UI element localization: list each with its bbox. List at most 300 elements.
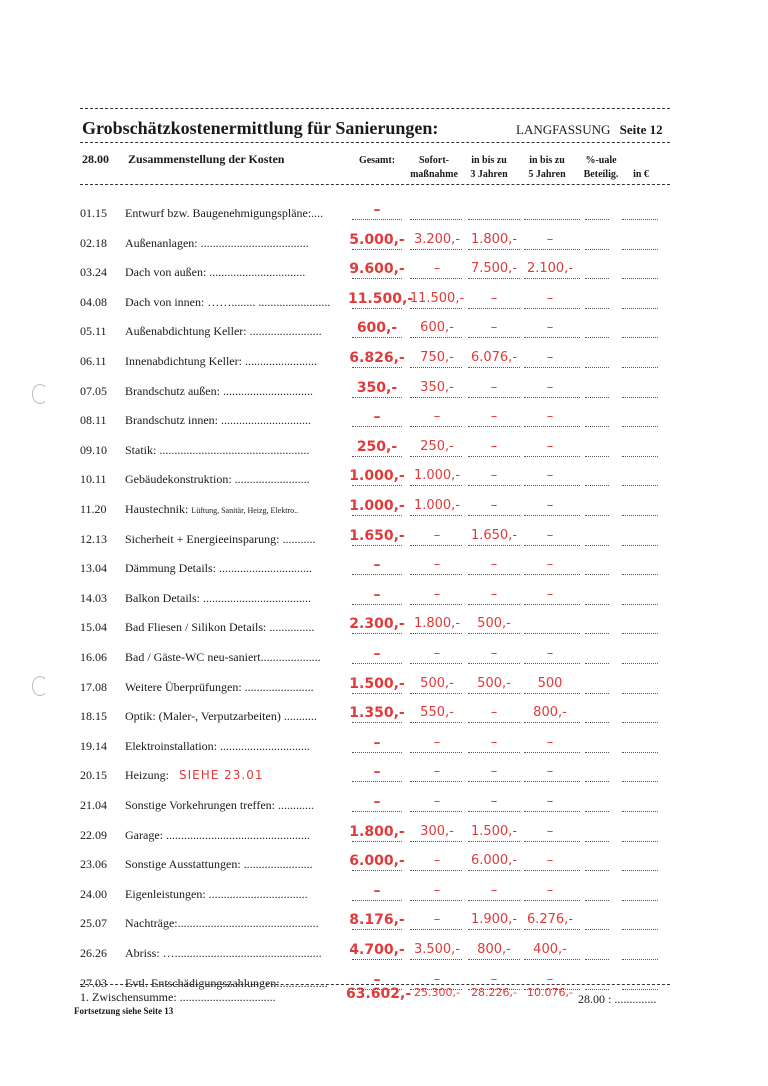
col-immediate-header: Sofort- maßnahme — [410, 155, 458, 180]
value-dotted-line — [352, 249, 402, 250]
punch-hole-mark — [32, 676, 48, 696]
value-dotted-line — [352, 870, 402, 871]
value-dotted-line — [352, 633, 402, 634]
value-dotted-line — [622, 456, 658, 457]
row-five-years: – — [546, 439, 554, 454]
value-dotted-line — [524, 693, 580, 694]
value-dotted-line — [352, 663, 402, 664]
row-label-text: Dach von innen: ……........ ........................ — [125, 295, 331, 309]
col-total-header: Gesamt: — [358, 155, 396, 166]
row-five-years: 400,- — [533, 942, 567, 957]
row-three-years: – — [490, 409, 498, 424]
value-dotted-line — [352, 397, 402, 398]
value-dotted-line — [622, 752, 658, 753]
row-label — [125, 798, 314, 813]
row-total: 2.300,- — [349, 616, 405, 632]
value-dotted-line — [352, 781, 402, 782]
value-dotted-line — [524, 633, 580, 634]
table-row — [80, 944, 680, 966]
value-dotted-line — [410, 693, 462, 694]
value-dotted-line — [585, 604, 609, 605]
value-dotted-line — [352, 515, 402, 516]
value-dotted-line — [352, 693, 402, 694]
table-row — [80, 441, 680, 463]
table-row — [80, 737, 680, 759]
value-dotted-line — [622, 515, 658, 516]
row-five-years: – — [546, 646, 554, 661]
row-code: 10.11 — [80, 472, 107, 486]
row-label-text: Außenanlagen: .................................... — [125, 236, 309, 250]
row-immediate: – — [433, 764, 441, 779]
value-dotted-line — [622, 308, 658, 309]
value-dotted-line — [410, 367, 462, 368]
value-dotted-line — [622, 367, 658, 368]
row-code: 20.15 — [80, 768, 107, 782]
table-row — [80, 796, 680, 818]
row-five-years: – — [546, 557, 554, 572]
row-immediate: 500,- — [420, 676, 454, 691]
value-dotted-line — [585, 811, 609, 812]
row-total: 1.000,- — [349, 498, 405, 514]
page-title: Grobschätzkostenermittlung für Sanierungen: — [82, 118, 439, 138]
value-dotted-line — [622, 545, 658, 546]
row-total: 6.000,- — [349, 853, 405, 869]
value-dotted-line — [524, 515, 580, 516]
row-immediate: – — [433, 794, 441, 809]
value-dotted-line — [410, 604, 462, 605]
row-label-text: Nachträge:............................................... — [125, 916, 319, 930]
value-dotted-line — [468, 781, 520, 782]
row-total: 5.000,- — [349, 232, 405, 248]
value-dotted-line — [410, 900, 462, 901]
top-rule — [80, 108, 670, 109]
row-label-text: Gebäudekonstruktion: ......................... — [125, 472, 310, 486]
row-five-years: – — [546, 468, 554, 483]
value-dotted-line — [468, 249, 520, 250]
row-label — [125, 768, 264, 783]
value-dotted-line — [352, 308, 402, 309]
table-row — [80, 411, 680, 433]
value-dotted-line — [585, 397, 609, 398]
value-dotted-line — [410, 841, 462, 842]
row-five-years: – — [546, 883, 554, 898]
row-label — [125, 916, 319, 931]
row-code: 02.18 — [80, 236, 107, 250]
row-code: 07.05 — [80, 384, 107, 398]
row-three-years: – — [490, 587, 498, 602]
value-dotted-line — [352, 959, 402, 960]
row-code: 13.04 — [80, 561, 107, 575]
value-dotted-line — [468, 278, 520, 279]
value-dotted-line — [585, 722, 609, 723]
row-label-text: Haustechnik: — [125, 502, 189, 516]
table-row — [80, 707, 680, 729]
row-five-years: 800,- — [533, 705, 567, 720]
row-three-years: – — [490, 646, 498, 661]
value-dotted-line — [622, 485, 658, 486]
row-label — [125, 532, 316, 547]
row-immediate: 1.000,- — [413, 468, 461, 483]
value-dotted-line — [585, 929, 609, 930]
row-label — [125, 620, 314, 635]
row-three-years: 800,- — [477, 942, 511, 957]
subtotal-label: 1. Zwischensumme: ................................ — [80, 990, 276, 1004]
row-code: 17.08 — [80, 680, 107, 694]
row-label-text: Optik: (Maler-, Verputzarbeiten) ........... — [125, 709, 317, 723]
value-dotted-line — [468, 959, 520, 960]
row-label-text: Elektroinstallation: .............................. — [125, 739, 310, 753]
row-label — [125, 295, 330, 310]
value-dotted-line — [622, 249, 658, 250]
value-dotted-line — [585, 841, 609, 842]
value-dotted-line — [585, 456, 609, 457]
value-dotted-line — [524, 485, 580, 486]
value-dotted-line — [622, 397, 658, 398]
row-label — [125, 680, 314, 695]
row-total: – — [373, 587, 381, 603]
table-row — [80, 589, 680, 611]
value-dotted-line — [524, 900, 580, 901]
row-three-years: – — [490, 705, 498, 720]
value-dotted-line — [468, 367, 520, 368]
row-five-years: 6.276,- — [526, 912, 574, 927]
value-dotted-line — [468, 722, 520, 723]
value-dotted-line — [410, 870, 462, 871]
value-dotted-line — [585, 367, 609, 368]
row-label-text: Sonstige Ausstattungen: ....................... — [125, 857, 313, 871]
value-dotted-line — [410, 752, 462, 753]
row-three-years: – — [490, 439, 498, 454]
value-dotted-line — [410, 545, 462, 546]
value-dotted-line — [468, 900, 520, 901]
row-total: – — [373, 972, 381, 988]
value-dotted-line — [524, 959, 580, 960]
value-dotted-line — [468, 929, 520, 930]
row-immediate: 350,- — [420, 380, 454, 395]
row-total: 1.000,- — [349, 468, 405, 484]
table-row — [80, 530, 680, 552]
row-label-text: Eigenleistungen: ................................. — [125, 887, 308, 901]
value-dotted-line — [524, 870, 580, 871]
value-dotted-line — [468, 693, 520, 694]
value-dotted-line — [585, 752, 609, 753]
value-dotted-line — [352, 722, 402, 723]
table-row — [80, 855, 680, 877]
row-immediate: 1.800,- — [413, 616, 461, 631]
value-dotted-line — [524, 367, 580, 368]
value-dotted-line — [410, 308, 462, 309]
value-dotted-line — [524, 397, 580, 398]
value-dotted-line — [410, 426, 462, 427]
value-dotted-line — [524, 574, 580, 575]
subtotal-total: 63.602,- — [346, 986, 412, 1002]
value-dotted-line — [585, 308, 609, 309]
value-dotted-line — [622, 841, 658, 842]
row-five-years: – — [546, 794, 554, 809]
value-dotted-line — [622, 219, 658, 220]
row-five-years: – — [546, 528, 554, 543]
value-dotted-line — [585, 337, 609, 338]
row-five-years: – — [546, 764, 554, 779]
row-code: 21.04 — [80, 798, 107, 812]
row-total: 1.650,- — [349, 528, 405, 544]
row-immediate: 750,- — [420, 350, 454, 365]
row-immediate: – — [433, 912, 441, 927]
value-dotted-line — [585, 781, 609, 782]
table-row — [80, 293, 680, 315]
handwritten-note: SIEHE 23.01 — [179, 768, 264, 782]
value-dotted-line — [468, 604, 520, 605]
row-total: 1.500,- — [349, 676, 405, 692]
col-eur-header: in € — [633, 169, 649, 180]
row-code: 22.09 — [80, 828, 107, 842]
value-dotted-line — [622, 693, 658, 694]
subtotal-five-years: 10.076,- — [527, 986, 573, 999]
row-three-years: – — [490, 498, 498, 513]
value-dotted-line — [468, 485, 520, 486]
value-dotted-line — [352, 337, 402, 338]
value-dotted-line — [585, 219, 609, 220]
row-total: – — [373, 794, 381, 810]
table-row — [80, 914, 680, 936]
row-label — [125, 739, 310, 754]
row-label-text: Bad / Gäste-WC neu-saniert.................... — [125, 650, 321, 664]
row-three-years: – — [490, 320, 498, 335]
value-dotted-line — [468, 870, 520, 871]
value-dotted-line — [622, 633, 658, 634]
row-total: 6.826,- — [349, 350, 405, 366]
table-row — [80, 766, 680, 788]
row-code: 12.13 — [80, 532, 107, 546]
row-three-years: – — [490, 794, 498, 809]
row-immediate: – — [433, 261, 441, 276]
row-three-years: – — [490, 883, 498, 898]
value-dotted-line — [524, 337, 580, 338]
row-three-years: – — [490, 972, 498, 987]
row-five-years: – — [546, 735, 554, 750]
row-code: 04.08 — [80, 295, 107, 309]
row-three-years: 500,- — [477, 676, 511, 691]
value-dotted-line — [468, 426, 520, 427]
row-immediate: 1.000,- — [413, 498, 461, 513]
value-dotted-line — [524, 722, 580, 723]
value-dotted-line — [585, 574, 609, 575]
table-row — [80, 263, 680, 285]
row-code: 25.07 — [80, 916, 107, 930]
row-label-text: Balkon Details: .................................... — [125, 591, 311, 605]
row-label — [125, 236, 309, 251]
subtotal-immediate: 25.300,- — [414, 986, 460, 999]
row-label-text: Brandschutz außen: .............................. — [125, 384, 313, 398]
row-immediate: 300,- — [420, 824, 454, 839]
value-dotted-line — [585, 249, 609, 250]
value-dotted-line — [622, 900, 658, 901]
row-three-years: – — [490, 291, 498, 306]
row-label-text: Sonstige Vorkehrungen treffen: ............ — [125, 798, 314, 812]
value-dotted-line — [410, 574, 462, 575]
row-label — [125, 354, 317, 369]
row-five-years: – — [546, 587, 554, 602]
punch-hole-mark — [32, 384, 48, 404]
page-number: Seite 12 — [619, 122, 663, 137]
row-immediate: – — [433, 853, 441, 868]
row-label — [125, 828, 310, 843]
row-code: 24.00 — [80, 887, 107, 901]
value-dotted-line — [468, 633, 520, 634]
row-total: – — [373, 557, 381, 573]
row-code: 01.15 — [80, 206, 107, 220]
table-row — [80, 885, 680, 907]
row-three-years: 1.500,- — [470, 824, 518, 839]
row-code: 15.04 — [80, 620, 107, 634]
value-dotted-line — [468, 337, 520, 338]
row-total: 1.350,- — [349, 705, 405, 721]
row-immediate: – — [433, 557, 441, 572]
row-label — [125, 709, 317, 724]
value-dotted-line — [524, 219, 580, 220]
row-immediate: – — [433, 735, 441, 750]
value-dotted-line — [524, 249, 580, 250]
row-total: – — [373, 202, 381, 218]
table-row — [80, 322, 680, 344]
row-three-years: 1.900,- — [470, 912, 518, 927]
value-dotted-line — [410, 456, 462, 457]
row-total: – — [373, 735, 381, 751]
row-three-years: 7.500,- — [470, 261, 518, 276]
value-dotted-line — [585, 278, 609, 279]
row-three-years: 1.800,- — [470, 232, 518, 247]
value-dotted-line — [468, 219, 520, 220]
row-code: 11.20 — [80, 502, 107, 516]
value-dotted-line — [410, 278, 462, 279]
value-dotted-line — [468, 456, 520, 457]
value-dotted-line — [410, 633, 462, 634]
row-code: 05.11 — [80, 324, 107, 338]
row-label — [125, 502, 298, 517]
row-immediate: – — [433, 646, 441, 661]
table-row — [80, 678, 680, 700]
row-five-years: – — [546, 320, 554, 335]
value-dotted-line — [468, 663, 520, 664]
row-five-years: – — [546, 409, 554, 424]
value-dotted-line — [524, 426, 580, 427]
value-dotted-line — [468, 545, 520, 546]
value-dotted-line — [585, 515, 609, 516]
value-dotted-line — [352, 426, 402, 427]
row-label-text: Entwurf bzw. Baugenehmigungspläne:.... — [125, 206, 324, 220]
row-label-detail: Lüftung, Sanitär, Heizg, Elektro.. — [191, 506, 299, 515]
value-dotted-line — [622, 781, 658, 782]
value-dotted-line — [410, 722, 462, 723]
row-label — [125, 857, 313, 872]
row-total: – — [373, 883, 381, 899]
value-dotted-line — [524, 456, 580, 457]
row-label — [125, 443, 309, 458]
row-code: 16.06 — [80, 650, 107, 664]
row-three-years: 500,- — [477, 616, 511, 631]
row-five-years: – — [546, 824, 554, 839]
value-dotted-line — [585, 633, 609, 634]
col-percent-header: %-uale Beteilig. — [583, 155, 619, 180]
value-dotted-line — [352, 485, 402, 486]
table-row — [80, 500, 680, 522]
value-dotted-line — [410, 929, 462, 930]
table-row — [80, 826, 680, 848]
value-dotted-line — [410, 397, 462, 398]
value-dotted-line — [622, 663, 658, 664]
row-immediate: – — [433, 587, 441, 602]
value-dotted-line — [622, 337, 658, 338]
header-rule — [80, 184, 670, 185]
table-row — [80, 618, 680, 640]
table-row — [80, 204, 680, 226]
col-three-years-header: in bis zu 3 Jahren — [470, 155, 508, 180]
row-label-text: Brandschutz innen: .............................. — [125, 413, 311, 427]
value-dotted-line — [352, 900, 402, 901]
title-rule — [80, 142, 670, 143]
row-code: 14.03 — [80, 591, 107, 605]
table-row — [80, 648, 680, 670]
row-label — [125, 384, 313, 399]
table-row — [80, 470, 680, 492]
value-dotted-line — [524, 811, 580, 812]
row-total: 11.500,- — [348, 291, 414, 307]
row-three-years: – — [490, 735, 498, 750]
value-dotted-line — [410, 811, 462, 812]
row-total: – — [373, 646, 381, 662]
row-three-years: – — [490, 468, 498, 483]
value-dotted-line — [410, 959, 462, 960]
row-immediate: – — [433, 409, 441, 424]
value-dotted-line — [410, 337, 462, 338]
row-label-text: Außenabdichtung Keller: ........................ — [125, 324, 322, 338]
row-immediate: – — [433, 528, 441, 543]
value-dotted-line — [468, 308, 520, 309]
row-immediate: 3.500,- — [413, 942, 461, 957]
value-dotted-line — [468, 574, 520, 575]
table-row — [80, 352, 680, 374]
row-code: 06.11 — [80, 354, 107, 368]
row-label-text: Abriss: …................................................. — [125, 946, 322, 960]
row-label-text: Garage: ................................................ — [125, 828, 310, 842]
row-label — [125, 650, 321, 665]
value-dotted-line — [352, 929, 402, 930]
row-label-text: Heizung: — [125, 768, 169, 782]
row-total: – — [373, 409, 381, 425]
row-label-text: Dämmung Details: ............................... — [125, 561, 312, 575]
row-code: 03.24 — [80, 265, 107, 279]
value-dotted-line — [352, 219, 402, 220]
row-label-text: Evtl. Entschädigungszahlungen:................ — [125, 976, 328, 990]
subtotal-three-years: 28.226,- — [471, 986, 517, 999]
value-dotted-line — [585, 663, 609, 664]
row-five-years: 2.100,- — [526, 261, 574, 276]
value-dotted-line — [585, 426, 609, 427]
row-label-text: Weitere Überprüfungen: ....................... — [125, 680, 314, 694]
row-label-text: Innenabdichtung Keller: ........................ — [125, 354, 317, 368]
row-label — [125, 413, 311, 428]
row-label-text: Statik: .................................................. — [125, 443, 310, 457]
row-five-years: – — [546, 972, 554, 987]
row-label — [125, 206, 323, 221]
value-dotted-line — [524, 781, 580, 782]
row-three-years: – — [490, 557, 498, 572]
value-dotted-line — [410, 485, 462, 486]
row-label — [125, 591, 311, 606]
row-immediate: 600,- — [420, 320, 454, 335]
value-dotted-line — [468, 515, 520, 516]
value-dotted-line — [585, 870, 609, 871]
